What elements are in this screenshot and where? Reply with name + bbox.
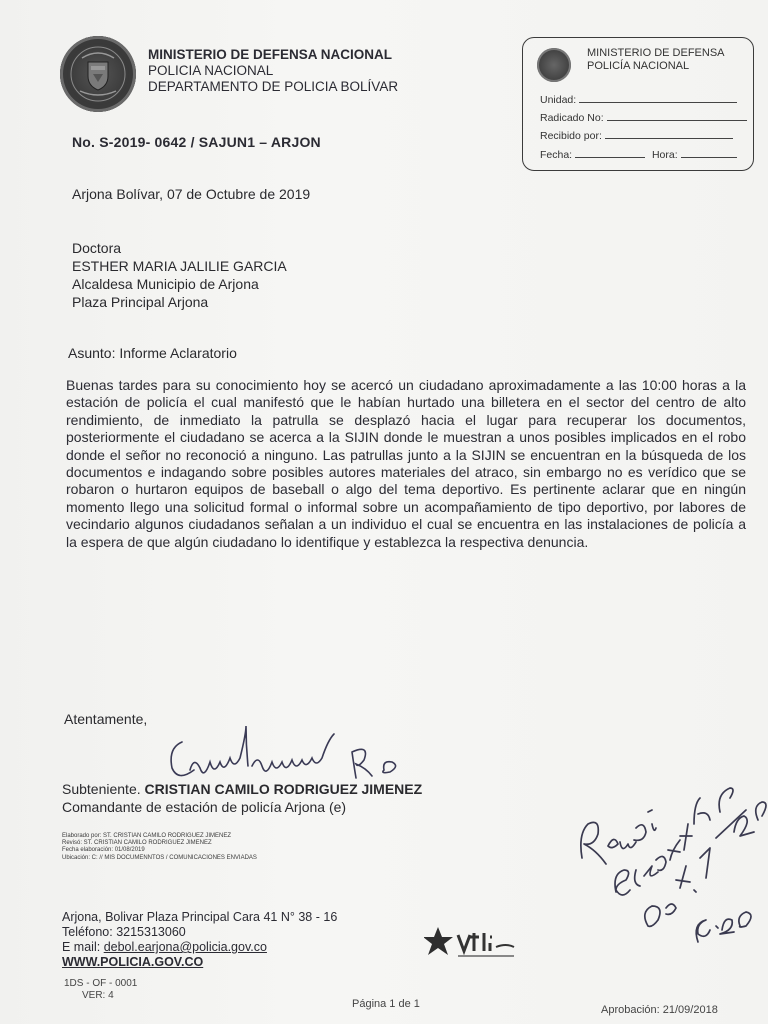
signer-block (62, 780, 422, 816)
document-code: 1DS - OF - 0001 VER: 4 (64, 978, 138, 1001)
stamp-seal-logo (537, 48, 571, 82)
document-number: No. S-2019- 0642 / SAJUN1 – ARJON (72, 134, 321, 150)
letter-body: Buenas tardes para su conocimiento hoy se acercó un ciudadano aproximadamente a las 10:00 horas a la estación de policía el cual manifestó que le habían hurtado una billetera en el sector del centro de alto rendimiento, de inmediato la patrulla se desplazó hacia el lugar para recuperar los documentos, posteriormente el ciudadano se acerca a la SIJIN donde le muestran a unos posibles implicados en el robo donde el señor no reconoció a ninguno. Las patrullas junto a la SIJIN se encuentran en la búsqueda de los documentos e indagando sobre posibles autores materiales del atraco, sin embargo no es verídico que se robaron o hurtaron equipos de baseball o algo del tema deportivo. Es pertinente aclarar que en ningún momento llego una solicitud formal o informal sobre un acompañamiento de tipo deportivo, por labores de vecindario algunos ciudadanos señalan a un individuo el cual se encuentra en las instalaciones de policía a la espera de que algún ciudadano lo identifique y establezca la respectiva denuncia. (66, 377, 746, 550)
website-link[interactable]: WWW.POLICIA.GOV.CO (62, 955, 204, 969)
header-ministry: MINISTERIO DE DEFENSA NACIONAL (148, 47, 393, 62)
police-seal-logo (60, 36, 136, 112)
stamp-blank-line (575, 148, 645, 158)
stamp-fecha-row: Fecha: Hora: (540, 148, 737, 161)
closing: Atentamente, (64, 711, 148, 727)
page-number: Página 1 de 1 (352, 998, 420, 1010)
institution-header (148, 47, 398, 95)
reception-stamp (522, 37, 754, 171)
signer-line (62, 780, 422, 798)
stamp-blank-line (681, 148, 737, 158)
signer-name: CRISTIAN CAMILO RODRIGUEZ JIMENEZ (144, 781, 423, 797)
stamp-blank-line (605, 129, 733, 139)
contact-email-line: E mail: debol.earjona@policia.gov.co (62, 940, 267, 954)
mintic-logo (424, 925, 520, 965)
document-version: VER: 4 (82, 990, 114, 1001)
document-date: Arjona Bolívar, 07 de Octubre de 2019 (72, 186, 311, 202)
signer-rank: Subteniente. (62, 781, 141, 797)
stamp-blank-line (579, 93, 737, 103)
stamp-unidad-row: Unidad: (540, 93, 737, 106)
contact-address: Arjona, Bolivar Plaza Principal Cara 41 N° 38 - 16 (62, 910, 338, 924)
signer-position: Comandante de estación de policía Arjona (e) (62, 799, 347, 815)
recipient-name: ESTHER MARIA JALILIE GARCIA (72, 258, 287, 274)
contact-phone: Teléfono: 3215313060 (62, 925, 186, 939)
approval-date: Aprobación: 21/09/2018 (601, 1004, 718, 1016)
header-department: DEPARTAMENTO DE POLICIA BOLÍVAR (148, 79, 399, 94)
recipient-address: Plaza Principal Arjona (72, 294, 209, 310)
subject-line: Asunto: Informe Aclaratorio (68, 345, 237, 361)
email-link[interactable]: debol.earjona@policia.gov.co (103, 940, 267, 954)
stamp-radicado-row: Radicado No: (540, 111, 747, 124)
stamp-title: MINISTERIO DE DEFENSA POLICÍA NACIONAL (587, 47, 725, 72)
contact-footer (62, 910, 337, 970)
header-police: POLICIA NACIONAL (148, 63, 274, 78)
handwritten-receipt-note (570, 720, 768, 950)
recipient-block (72, 239, 287, 311)
preparation-info: Elaborado por: ST. CRISTIAN CAMILO RODRIGUEZ JIMENEZ Revisó: ST. CRISTIAN CAMILO RODRIGUEZ JIMENEZ Fecha elaboración: 01/08/2019 Ubicación: C: // MIS DOCUMENNTOS / COMUNICACIONES ENVIADAS (62, 833, 257, 861)
stamp-recibido-row: Recibido por: (540, 129, 733, 142)
recipient-title: Doctora (72, 240, 122, 256)
stamp-blank-line (607, 111, 747, 121)
recipient-position: Alcaldesa Municipio de Arjona (72, 276, 259, 292)
